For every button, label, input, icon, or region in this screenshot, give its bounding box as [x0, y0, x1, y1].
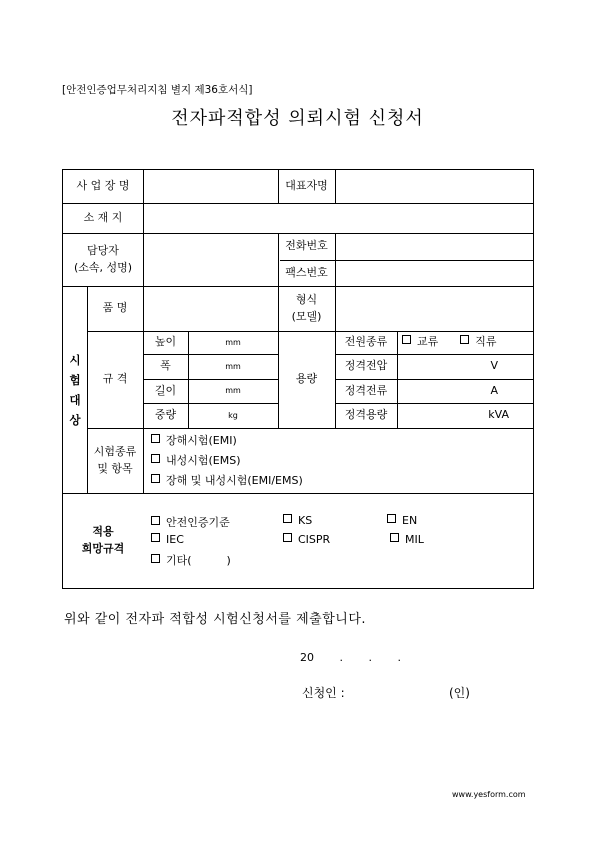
ems-test-checkbox[interactable] [151, 452, 241, 468]
phone-input[interactable] [336, 233, 533, 260]
applicant-label: 신청인 : [302, 686, 345, 700]
row-divider [87, 428, 533, 429]
standard-subtitle: 희망규격 [81, 541, 125, 555]
width-unit[interactable]: mm [225, 361, 241, 371]
rated-voltage-input[interactable] [398, 354, 533, 379]
cispr-checkbox[interactable] [283, 533, 330, 546]
test-target-label: 시험대상 [69, 353, 81, 427]
test-kind-label [87, 428, 143, 493]
fax-label: 팩스번호 [285, 265, 328, 279]
emi-ems-test-checkbox[interactable] [151, 472, 303, 488]
source-url: www.yesform.com [452, 790, 526, 799]
checkbox-icon [283, 514, 292, 523]
emi-test-checkbox[interactable] [151, 432, 237, 448]
form-number-note: [안전인증업무처리지침 별지 제36호서식] [62, 84, 253, 96]
checkbox-icon [151, 474, 160, 483]
model-type-subtitle: (모델) [291, 309, 322, 323]
standard-title: 적용 [92, 525, 114, 538]
height-label: 높이 [154, 335, 177, 349]
checkbox-icon [151, 554, 160, 563]
height-unit[interactable]: mm [225, 337, 241, 347]
weight-label: 중량 [154, 408, 177, 422]
ks-checkbox[interactable] [283, 514, 312, 527]
test-kind-title: 시험종류 [93, 445, 137, 458]
representative-label: 대표자명 [285, 179, 328, 193]
model-type-label [278, 286, 335, 331]
checkbox-icon [151, 454, 160, 463]
rated-capacity-label: 정격용량 [344, 408, 388, 422]
mil-label: MIL [405, 533, 424, 546]
other-checkbox[interactable] [151, 552, 231, 568]
product-name-label: 품 명 [102, 301, 128, 315]
emi-test-label: 장해시험(EMI) [166, 434, 237, 447]
contact-person-title: 담당자 [87, 244, 119, 257]
model-type-input[interactable] [336, 286, 533, 331]
safety-cert-checkbox[interactable] [151, 514, 230, 530]
document-title: 전자파적합성 의뢰시험 신청서 [171, 108, 424, 129]
ampere-unit: A [490, 383, 498, 397]
power-type-options [398, 331, 533, 354]
volt-unit: V [490, 359, 498, 373]
contact-person-input[interactable] [144, 233, 278, 286]
business-name-label: 사 업 장 명 [76, 179, 130, 193]
ac-checkbox[interactable] [402, 334, 438, 351]
contact-person-subtitle: (소속, 성명) [73, 260, 133, 274]
mil-checkbox[interactable] [390, 533, 424, 546]
safety-cert-label: 안전인증기준 [166, 516, 230, 529]
fax-input[interactable] [336, 260, 533, 286]
checkbox-icon [402, 335, 411, 344]
weight-unit[interactable]: kg [228, 410, 238, 420]
ems-test-label: 내성시험(EMS) [166, 454, 241, 467]
width-label: 폭 [160, 359, 171, 373]
address-input[interactable] [144, 203, 533, 233]
application-form-table [62, 169, 534, 589]
length-unit[interactable]: mm [225, 386, 241, 395]
checkbox-icon [151, 533, 160, 542]
declaration-text: 위와 같이 전자파 적합성 시험신청서를 제출합니다. [64, 612, 367, 627]
checkbox-icon [151, 516, 160, 525]
rated-capacity-input[interactable] [398, 403, 533, 428]
length-label: 길이 [154, 383, 177, 397]
en-label: EN [402, 514, 418, 527]
checkbox-icon [387, 514, 396, 523]
dc-label: 직류 [475, 335, 497, 349]
rated-voltage-label: 정격전압 [344, 359, 388, 373]
checkbox-icon [151, 434, 160, 443]
test-kind-subtitle: 및 항목 [97, 461, 133, 475]
model-type-title: 형식 [295, 293, 318, 306]
kva-unit: kVA [488, 408, 509, 422]
en-checkbox[interactable] [387, 514, 417, 527]
business-name-input[interactable] [144, 170, 278, 203]
iec-label: IEC [166, 533, 184, 546]
iec-checkbox[interactable] [151, 533, 184, 546]
power-type-label: 전원종류 [344, 335, 388, 349]
rated-current-label: 정격전류 [344, 383, 388, 397]
checkbox-icon [283, 533, 292, 542]
date-field[interactable]: 20 . . . [300, 651, 401, 664]
cispr-label: CISPR [298, 533, 331, 546]
other-label: 기타( ) [166, 554, 231, 567]
ks-label: KS [298, 514, 313, 527]
representative-input[interactable] [336, 170, 533, 203]
address-label: 소 재 지 [83, 210, 123, 224]
spec-label: 규 격 [102, 372, 128, 386]
product-name-input[interactable] [144, 286, 278, 331]
emi-ems-test-label: 장해 및 내성시험(EMI/EMS) [166, 474, 303, 487]
standard-label [63, 493, 143, 588]
checkbox-icon [460, 335, 469, 344]
dc-checkbox[interactable] [460, 334, 496, 351]
checkbox-icon [390, 533, 399, 542]
phone-label: 전화번호 [285, 239, 328, 253]
ac-label: 교류 [417, 335, 439, 349]
capacity-label: 용량 [295, 372, 318, 386]
seal-mark: (인) [449, 686, 470, 700]
rated-current-input[interactable] [398, 379, 533, 403]
contact-person-label [63, 233, 143, 286]
